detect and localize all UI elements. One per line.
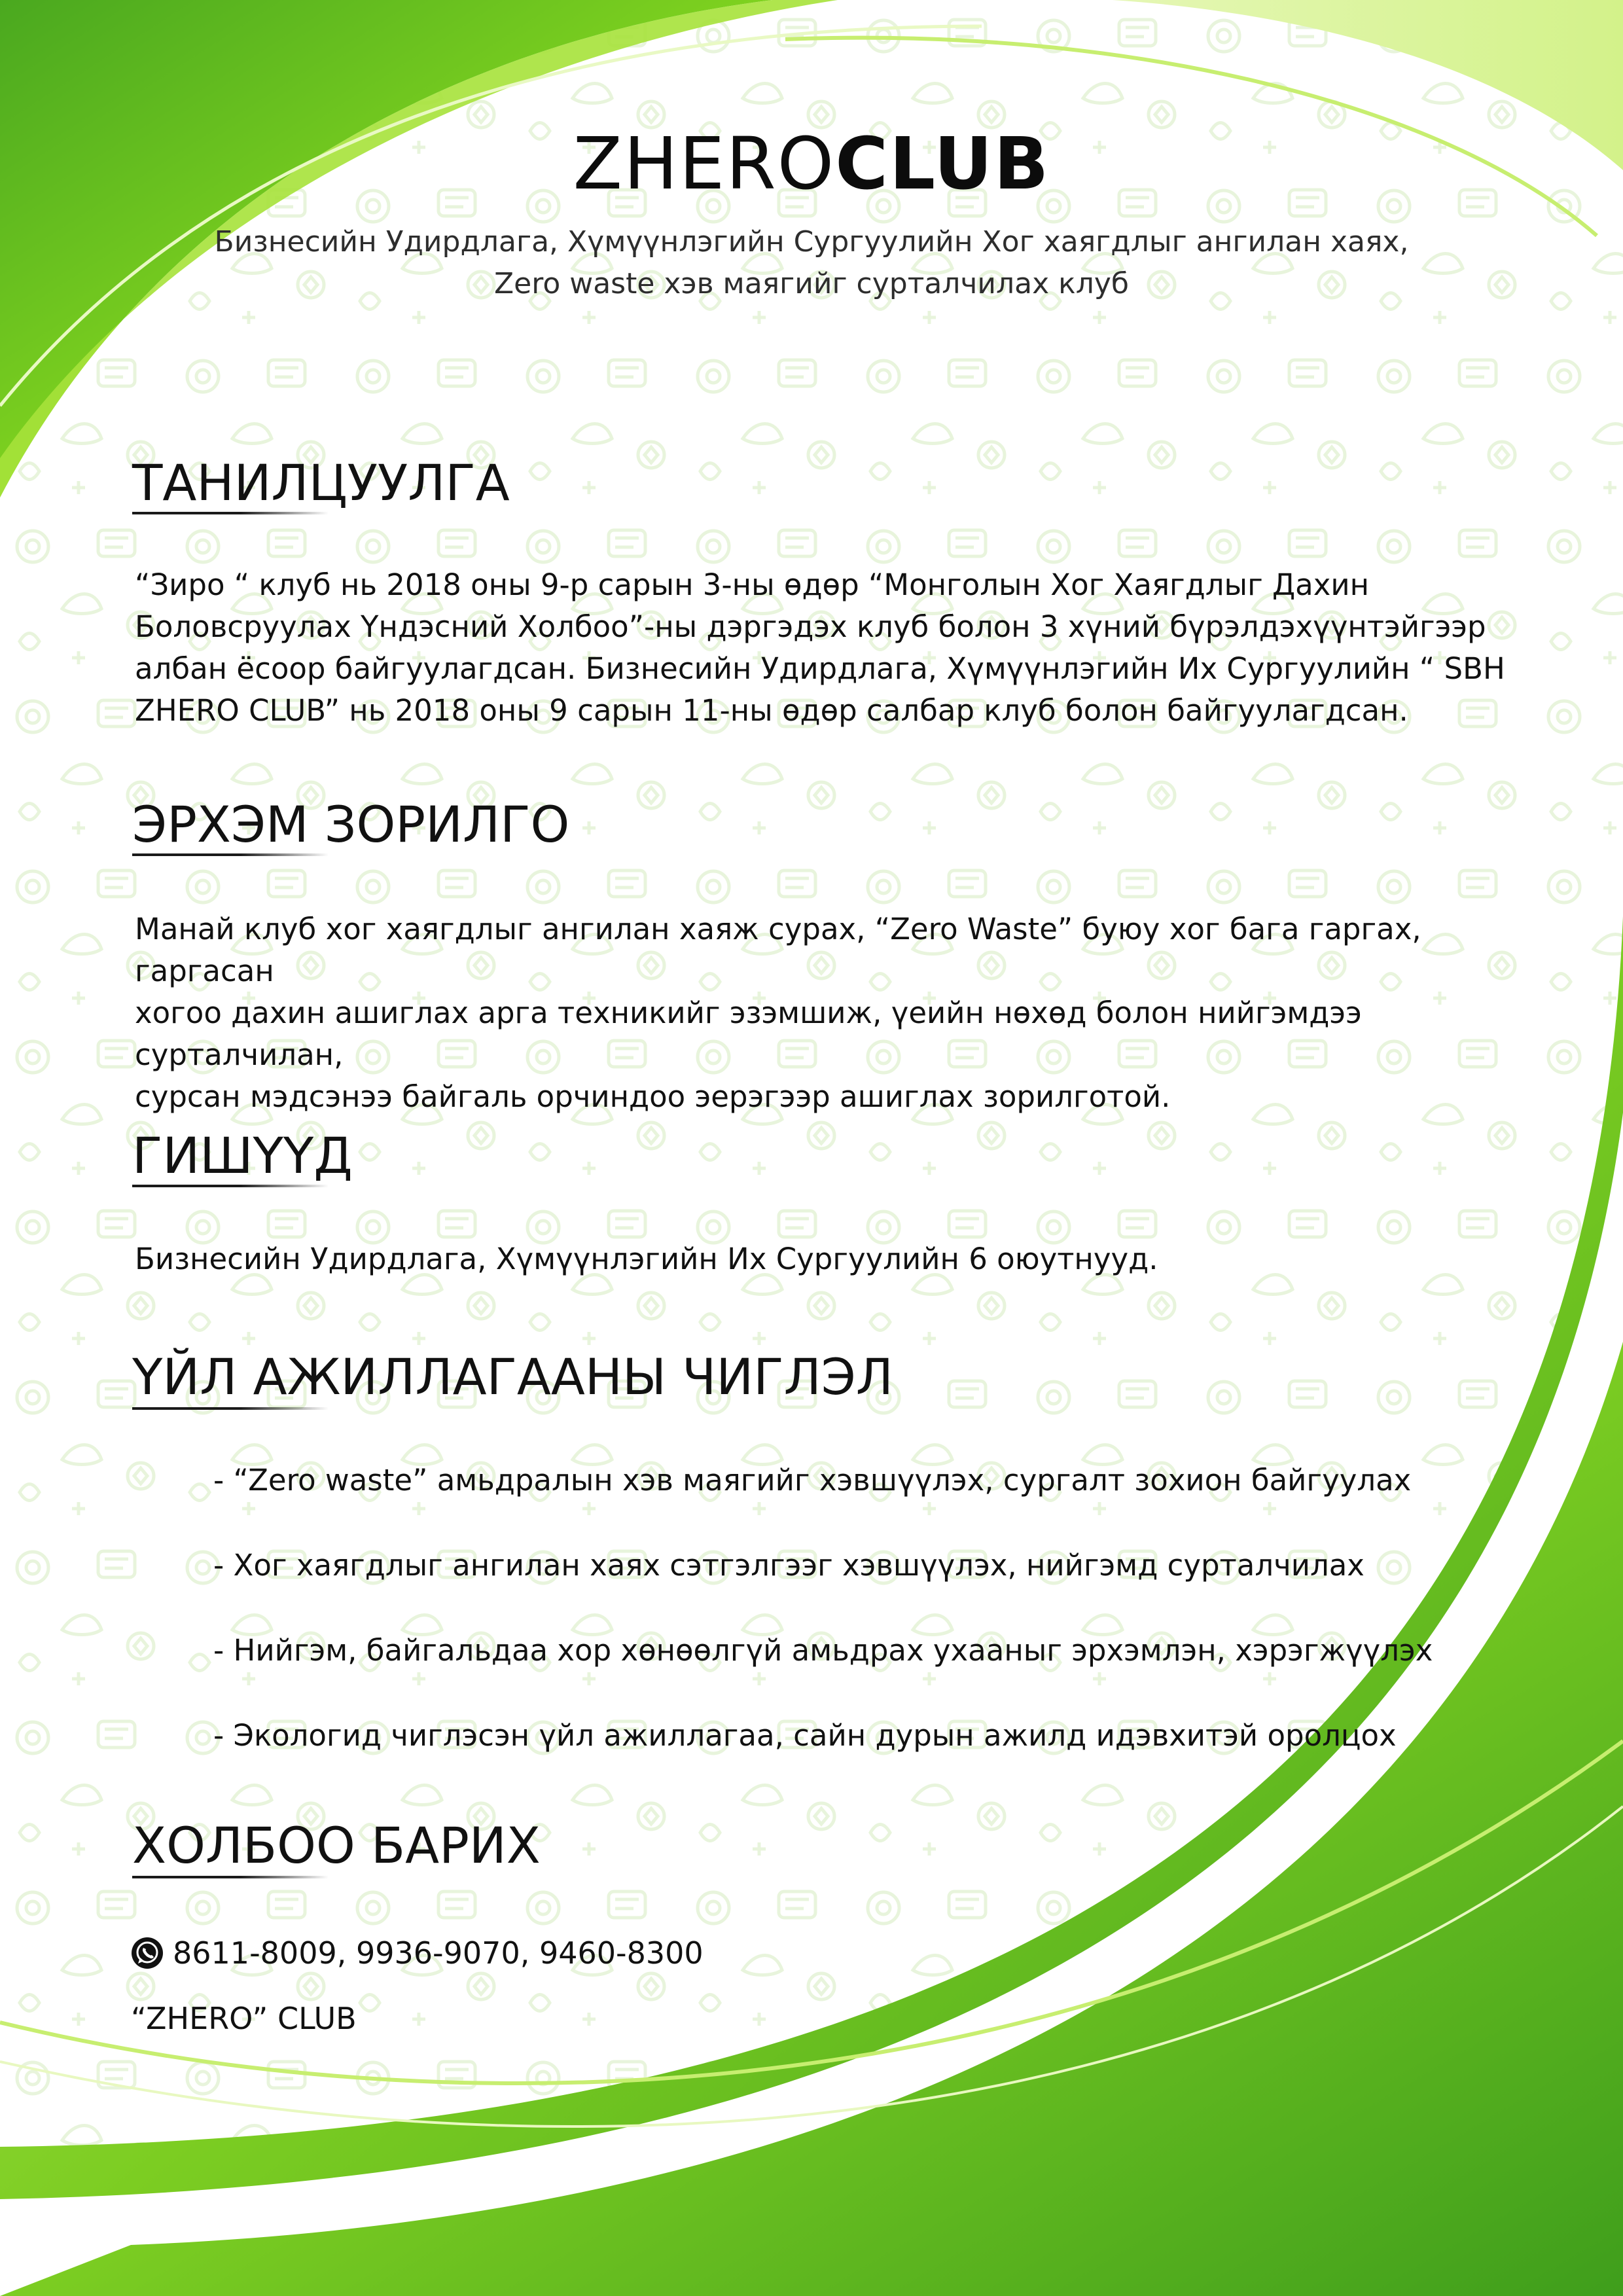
paragraph-line: хогоо дахин ашиглах арга техникийг эзэмшиж, үеийн нөхөд болон нийгэмдээ сурталчилан, xyxy=(135,996,1362,1072)
section-divider xyxy=(132,512,329,514)
members-text: Бизнесийн Удирдлага, Хүмүүнлэгийн Их Сургуулийн 6 оюутнууд. xyxy=(135,1242,1158,1276)
section-title-mission: ЭРХЭМ ЗОРИЛГО xyxy=(132,795,570,853)
activity-list-item: - Нийгэм, байгальдаа хор хөнөөлгүй амьдрах ухааныг эрхэмлэн, хэрэгжүүлэх xyxy=(213,1633,1433,1668)
activity-list-item: - Хог хаягдлыг ангилан хаях сэтгэлгээг хэвшүүлэх, нийгэмд сурталчилах xyxy=(213,1548,1364,1583)
subtitle-line: Zero waste хэв маягийг сурталчилах клуб xyxy=(493,267,1130,300)
section-title-members: ГИШҮҮД xyxy=(132,1126,353,1185)
mission-paragraph xyxy=(135,908,1509,1118)
paragraph-line: “Зиро “ клуб нь 2018 оны 9-р сарын 3-ны өдөр “Монголын Хог Хаягдлыг Дахин xyxy=(135,567,1370,602)
section-title-intro: ТАНИЛЦУУЛГА xyxy=(132,454,510,512)
club-logo xyxy=(0,122,1623,206)
section-title-activities: ҮЙЛ АЖИЛЛАГААНЫ ЧИГЛЭЛ xyxy=(132,1348,893,1406)
logo-bold-text: CLUB xyxy=(835,122,1050,206)
contact-club-name: “ZHERO” CLUB xyxy=(131,2001,357,2036)
paragraph-line: Манай клуб хог хаягдлыг ангилан хаяж сурах, “Zero Waste” буюу хог бага гаргах, гаргасан xyxy=(135,912,1421,988)
paragraph-line: Боловсруулах Үндэсний Холбоо”-ны дэргэдэх клуб болон 3 хүний бүрэлдэхүүнтэйгээр xyxy=(135,609,1486,644)
activity-list-item: - Экологид чиглэсэн үйл ажиллагаа, сайн дурын ажилд идэвхитэй оролцох xyxy=(213,1718,1397,1753)
phone-numbers: 8611-8009, 9936-9070, 9460-8300 xyxy=(173,1935,704,1971)
contact-phones xyxy=(131,1932,704,1974)
section-divider xyxy=(132,1407,329,1410)
section-divider xyxy=(132,1876,329,1878)
section-title-contact: ХОЛБОО БАРИХ xyxy=(132,1816,541,1874)
paragraph-line: албан ёсоор байгуулагдсан. Бизнесийн Удирдлага, Хүмүүнлэгийн Их Сургуулийн “ SBH xyxy=(135,651,1505,686)
activity-list-item: - “Zero waste” амьдралын хэв маягийг хэвшүүлэх, сургалт зохион байгуулах xyxy=(213,1463,1412,1498)
paragraph-line: сурсан мэдсэнээ байгаль орчиндоо эерэгээр ашиглах зорилготой. xyxy=(135,1079,1171,1114)
intro-paragraph xyxy=(135,564,1509,732)
subtitle-line: Бизнесийн Удирдлага, Хүмүүнлэгийн Сургуулийн Хог хаягдлыг ангилан хаях, xyxy=(214,225,1409,259)
section-divider xyxy=(132,1185,329,1187)
paragraph-line: ZHERO CLUB” нь 2018 оны 9 сарын 11-ны өдөр салбар клуб болон байгуулагдсан. xyxy=(135,693,1408,728)
logo-light-text: ZHERO xyxy=(573,122,836,206)
club-subtitle xyxy=(196,221,1427,305)
whatsapp-icon xyxy=(131,1937,164,1969)
section-divider xyxy=(132,853,329,856)
